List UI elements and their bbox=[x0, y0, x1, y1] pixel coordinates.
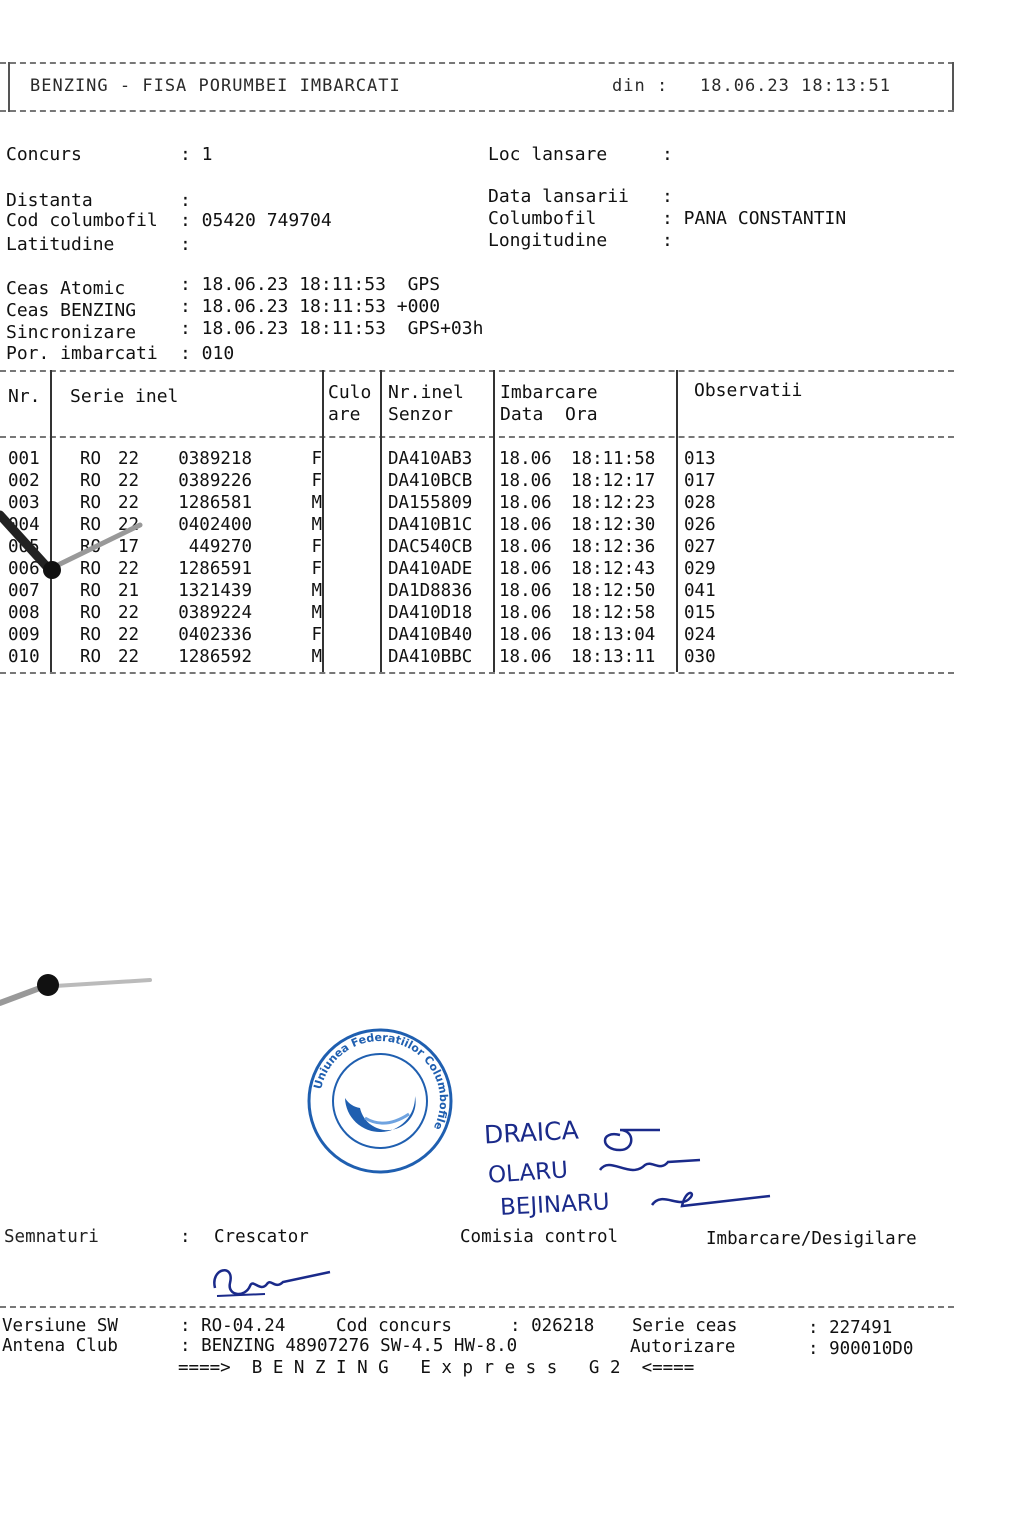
data-lansarii-label: Data lansarii bbox=[488, 186, 629, 207]
cell-senzor: DA410B40 bbox=[388, 625, 473, 645]
table-row bbox=[0, 470, 736, 492]
cell-inel: 1321439 bbox=[178, 581, 252, 601]
porumbei-imbarcati-value: : 010 bbox=[180, 343, 235, 364]
col-header-nr: Nr. bbox=[8, 386, 41, 407]
cell-culoare bbox=[322, 624, 380, 646]
cell-tara: RO bbox=[80, 537, 102, 557]
cell-data: 18.06 bbox=[499, 515, 552, 535]
distanta-label: Distanta bbox=[6, 190, 93, 211]
cell-inel: 0389224 bbox=[178, 603, 252, 623]
cell-inel: 0402336 bbox=[178, 625, 252, 645]
table-row bbox=[0, 602, 736, 624]
latitudine-label: Latitudine bbox=[6, 234, 115, 255]
cell-an: 22 bbox=[118, 471, 140, 491]
cell-data: 18.06 bbox=[499, 581, 552, 601]
cell-senzor: DA410ADE bbox=[388, 559, 473, 579]
cell-observatii: 027 bbox=[684, 537, 716, 557]
cell-inel: 0389218 bbox=[178, 449, 252, 469]
commission-signatures-scribbles bbox=[590, 1110, 790, 1230]
sincronizare-value: : 18.06.23 18:11:53 GPS+03h bbox=[180, 318, 484, 339]
cell-tara: RO bbox=[80, 493, 102, 513]
versiune-sw-value: : RO-04.24 bbox=[180, 1316, 286, 1336]
cell-ora: 18:12:36 bbox=[571, 537, 656, 557]
table-row bbox=[0, 624, 736, 646]
cell-culoare bbox=[322, 470, 380, 492]
table-header-rule bbox=[0, 436, 954, 438]
columbofil-value: : PANA CONSTANTIN bbox=[662, 208, 847, 229]
col-header-data-ora: Data Ora bbox=[500, 404, 598, 425]
cell-tara: RO bbox=[80, 603, 102, 623]
cell-inel: 0389226 bbox=[178, 471, 252, 491]
cell-an: 21 bbox=[118, 581, 140, 601]
cell-nr: 007 bbox=[8, 581, 40, 601]
cell-senzor: DA410BBC bbox=[388, 647, 473, 667]
cell-sex: F bbox=[311, 559, 322, 579]
cell-senzor: DA1D8836 bbox=[388, 581, 473, 601]
col-header-imbarcare: Imbarcare bbox=[500, 382, 598, 403]
table-row bbox=[0, 448, 736, 470]
imbarcare-desigilare-label: Imbarcare/Desigilare bbox=[706, 1229, 917, 1249]
crescator-label: Crescator bbox=[214, 1227, 309, 1247]
cell-observatii: 041 bbox=[684, 581, 716, 601]
col-header-serie-inel: Serie inel bbox=[70, 386, 179, 407]
concurs-value: : 1 bbox=[180, 144, 213, 165]
distanta-value: : bbox=[180, 190, 191, 211]
cell-observatii: 024 bbox=[684, 625, 716, 645]
crescator-signature bbox=[205, 1258, 345, 1308]
clock-hand-overlay-top bbox=[0, 500, 160, 590]
cell-an: 22 bbox=[118, 603, 140, 623]
cell-tara: RO bbox=[80, 559, 102, 579]
cell-culoare bbox=[322, 558, 380, 580]
cell-ora: 18:12:30 bbox=[571, 515, 656, 535]
document-title: BENZING - FISA PORUMBEI IMBARCATI bbox=[30, 76, 401, 96]
serie-ceas-label: Serie ceas bbox=[632, 1316, 738, 1336]
cell-tara: RO bbox=[80, 515, 102, 535]
cell-inel: 1286581 bbox=[178, 493, 252, 513]
cell-sex: M bbox=[311, 515, 322, 535]
cod-concurs-value: : 026218 bbox=[510, 1316, 595, 1336]
cell-sex: M bbox=[311, 493, 322, 513]
header-left-border bbox=[8, 62, 10, 112]
loc-lansare-value: : bbox=[662, 144, 673, 165]
cell-data: 18.06 bbox=[499, 559, 552, 579]
comisia-control-label: Comisia control bbox=[460, 1227, 619, 1247]
cell-sex: F bbox=[311, 449, 322, 469]
cell-inel: 0402400 bbox=[178, 515, 252, 535]
table-bottom-rule bbox=[0, 672, 954, 674]
porumbei-imbarcati-label: Por. imbarcati bbox=[6, 343, 158, 364]
signature-name-bejinaru: BEJINARU bbox=[499, 1189, 611, 1221]
cell-observatii: 017 bbox=[684, 471, 716, 491]
cell-tara: RO bbox=[80, 581, 102, 601]
cell-inel: 449270 bbox=[188, 537, 252, 557]
cell-data: 18.06 bbox=[499, 449, 552, 469]
cell-nr: 008 bbox=[8, 603, 40, 623]
cell-data: 18.06 bbox=[499, 603, 552, 623]
cell-data: 18.06 bbox=[499, 537, 552, 557]
cell-senzor: DA410AB3 bbox=[388, 449, 473, 469]
cell-senzor: DA155809 bbox=[388, 493, 473, 513]
cell-nr: 001 bbox=[8, 449, 40, 469]
table-row bbox=[0, 646, 736, 668]
cell-nr: 004 bbox=[8, 515, 40, 535]
cell-senzor: DA410BCB bbox=[388, 471, 473, 491]
cell-nr: 010 bbox=[8, 647, 40, 667]
antena-club-value: : BENZING 48907276 SW-4.5 HW-8.0 bbox=[180, 1336, 518, 1356]
cell-culoare bbox=[322, 646, 380, 668]
cell-inel: 1286591 bbox=[178, 559, 252, 579]
antena-club-label: Antena Club bbox=[2, 1336, 118, 1356]
col-header-nr-inel: Nr.inel bbox=[388, 382, 464, 403]
cell-culoare bbox=[322, 492, 380, 514]
clock-hand-overlay-bottom bbox=[0, 958, 160, 1018]
cell-culoare bbox=[322, 514, 380, 536]
ceas-atomic-label: Ceas Atomic bbox=[6, 278, 126, 299]
cell-an: 22 bbox=[118, 559, 140, 579]
cell-an: 22 bbox=[118, 625, 140, 645]
sincronizare-label: Sincronizare bbox=[6, 322, 137, 343]
col-header-culoare: Culo bbox=[328, 382, 372, 403]
signature-name-draica: DRAICA bbox=[483, 1115, 580, 1150]
cell-an: 22 bbox=[118, 515, 140, 535]
cell-tara: RO bbox=[80, 625, 102, 645]
serie-ceas-value: : 227491 bbox=[808, 1318, 893, 1338]
header-right-border bbox=[952, 62, 954, 112]
col-header-culoare-2: are bbox=[328, 404, 361, 425]
cell-observatii: 030 bbox=[684, 647, 716, 667]
col-header-senzor: Senzor bbox=[388, 404, 454, 425]
cell-observatii: 026 bbox=[684, 515, 716, 535]
cell-tara: RO bbox=[80, 471, 102, 491]
data-lansarii-value: : bbox=[662, 186, 673, 207]
cell-nr: 006 bbox=[8, 559, 40, 579]
cell-sex: M bbox=[311, 603, 322, 623]
cell-sex: F bbox=[311, 625, 322, 645]
cell-observatii: 028 bbox=[684, 493, 716, 513]
cell-senzor: DA410D18 bbox=[388, 603, 473, 623]
longitudine-value: : bbox=[662, 230, 673, 251]
cell-data: 18.06 bbox=[499, 471, 552, 491]
signature-name-olaru: OLARU bbox=[487, 1157, 569, 1189]
cell-ora: 18:12:50 bbox=[571, 581, 656, 601]
col-header-observatii: Observatii bbox=[694, 380, 803, 401]
ceas-benzing-label: Ceas BENZING bbox=[6, 300, 137, 321]
cell-an: 22 bbox=[118, 493, 140, 513]
cell-ora: 18:12:23 bbox=[571, 493, 656, 513]
cell-observatii: 015 bbox=[684, 603, 716, 623]
cell-nr: 005 bbox=[8, 537, 40, 557]
longitudine-label: Longitudine bbox=[488, 230, 608, 251]
cell-culoare bbox=[322, 580, 380, 602]
cod-columbofil-label: Cod columbofil bbox=[6, 210, 158, 231]
table-top-rule bbox=[0, 370, 954, 372]
autorizare-value: : 900010D0 bbox=[808, 1339, 914, 1359]
cod-concurs-label: Cod concurs bbox=[336, 1316, 452, 1336]
cell-data: 18.06 bbox=[499, 647, 552, 667]
cell-an: 17 bbox=[118, 537, 140, 557]
cell-senzor: DAC540CB bbox=[388, 537, 473, 557]
cell-nr: 009 bbox=[8, 625, 40, 645]
federation-stamp bbox=[305, 1026, 455, 1176]
cell-ora: 18:13:04 bbox=[571, 625, 656, 645]
cell-culoare bbox=[322, 602, 380, 624]
columbofil-label: Columbofil bbox=[488, 208, 597, 229]
cell-sex: F bbox=[311, 471, 322, 491]
ceas-benzing-value: : 18.06.23 18:11:53 +000 bbox=[180, 296, 441, 317]
cell-ora: 18:12:58 bbox=[571, 603, 656, 623]
cell-nr: 003 bbox=[8, 493, 40, 513]
cell-nr: 002 bbox=[8, 471, 40, 491]
cell-ora: 18:12:17 bbox=[571, 471, 656, 491]
cell-culoare bbox=[322, 448, 380, 470]
latitudine-value: : bbox=[180, 234, 191, 255]
cell-senzor: DA410B1C bbox=[388, 515, 473, 535]
cell-culoare bbox=[322, 536, 380, 558]
semnaturi-label: Semnaturi bbox=[4, 1227, 99, 1247]
cell-ora: 18:11:58 bbox=[571, 449, 656, 469]
header-bottom-rule bbox=[0, 110, 954, 112]
cell-ora: 18:13:11 bbox=[571, 647, 656, 667]
cell-data: 18.06 bbox=[499, 625, 552, 645]
concurs-label: Concurs bbox=[6, 144, 82, 165]
cell-observatii: 013 bbox=[684, 449, 716, 469]
cell-inel: 1286592 bbox=[178, 647, 252, 667]
stamp-text: Uniunea Federatiilor Columbofile bbox=[311, 1030, 451, 1132]
header-top-rule bbox=[0, 62, 954, 64]
din-label: din : bbox=[612, 76, 669, 96]
cell-an: 22 bbox=[118, 449, 140, 469]
cell-tara: RO bbox=[80, 647, 102, 667]
loc-lansare-label: Loc lansare bbox=[488, 144, 608, 165]
cell-data: 18.06 bbox=[499, 493, 552, 513]
cell-observatii: 029 bbox=[684, 559, 716, 579]
cell-sex: F bbox=[311, 537, 322, 557]
cod-columbofil-value: : 05420 749704 bbox=[180, 210, 332, 231]
versiune-sw-label: Versiune SW bbox=[2, 1316, 118, 1336]
footer-top-rule bbox=[0, 1306, 954, 1308]
cell-sex: M bbox=[311, 647, 322, 667]
din-timestamp: 18.06.23 18:13:51 bbox=[700, 76, 891, 96]
cell-an: 22 bbox=[118, 647, 140, 667]
cell-ora: 18:12:43 bbox=[571, 559, 656, 579]
cell-sex: M bbox=[311, 581, 322, 601]
brand-line: ====> B E N Z I N G E x p r e s s G 2 <==== bbox=[178, 1358, 695, 1378]
ceas-atomic-value: : 18.06.23 18:11:53 GPS bbox=[180, 274, 441, 295]
svg-text:Uniunea Federatiilor Columbofi bbox=[311, 1031, 450, 1132]
autorizare-label: Autorizare bbox=[630, 1337, 736, 1357]
semnaturi-colon: : bbox=[180, 1227, 191, 1247]
cell-tara: RO bbox=[80, 449, 102, 469]
